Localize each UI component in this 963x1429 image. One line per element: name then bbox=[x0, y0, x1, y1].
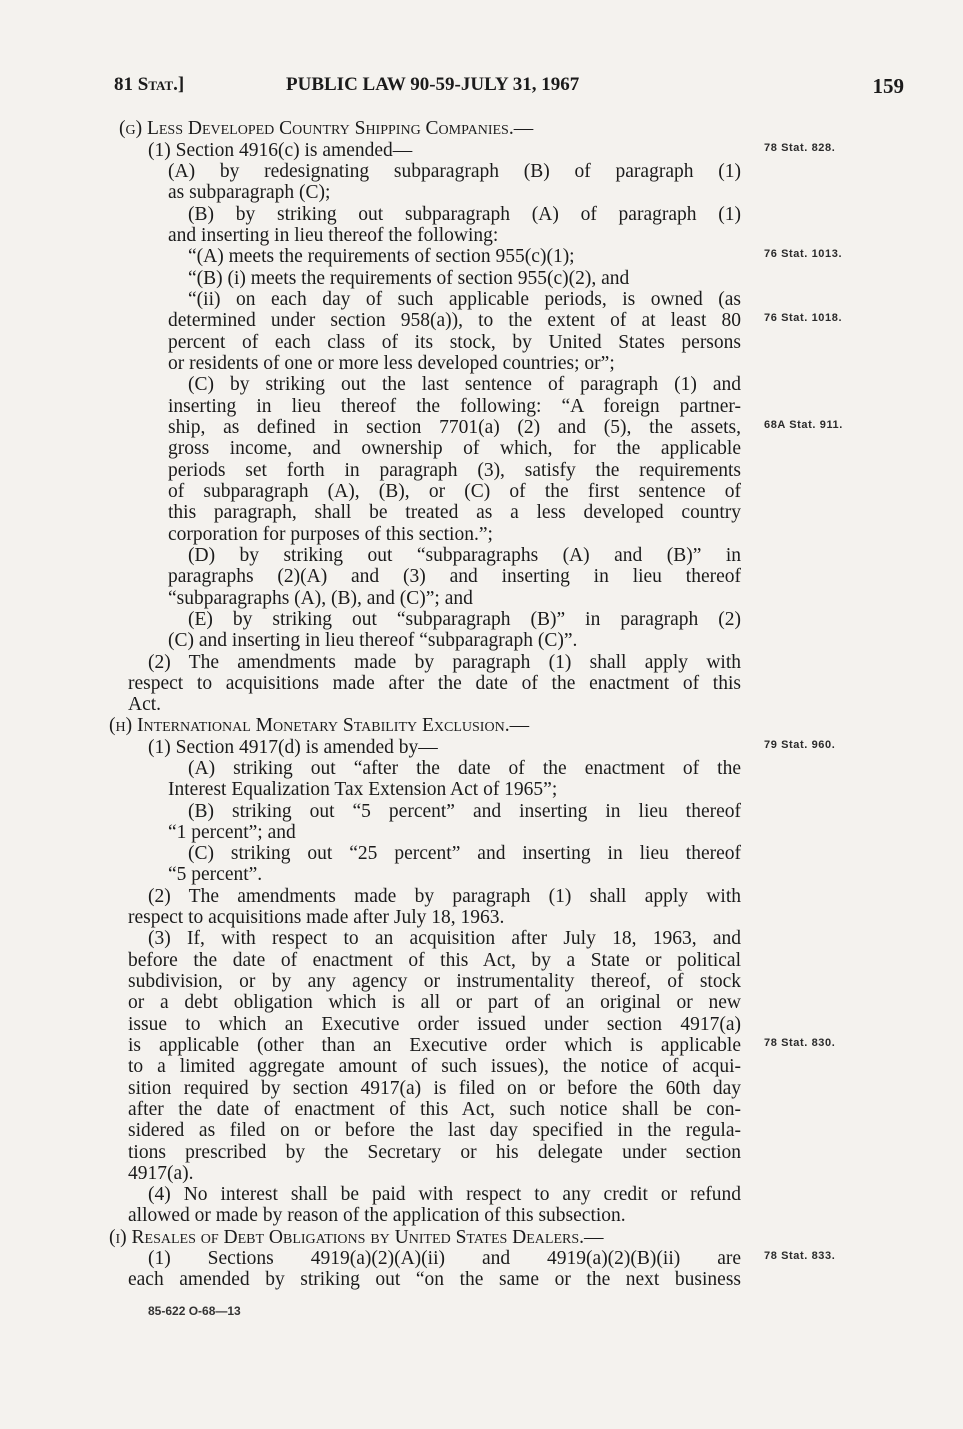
margin-citation: 79 Stat. 960. bbox=[764, 739, 836, 751]
text-line: or a debt obligation which is all or part of an original or new bbox=[128, 992, 741, 1013]
subsection-heading-g: (g) Less Developed Country Shipping Companies.— bbox=[119, 118, 534, 139]
text-line: (2) The amendments made by paragraph (1) shall apply with bbox=[148, 886, 741, 907]
text-line: sidered as filed on or before the last day specified in the regula- bbox=[128, 1120, 741, 1141]
text-line: Interest Equalization Tax Extension Act of 1965”; bbox=[168, 779, 558, 800]
text-line: (2) The amendments made by paragraph (1) shall apply with bbox=[148, 652, 741, 673]
text-line: is applicable (other than an Executive order which is applicable bbox=[128, 1035, 741, 1056]
text-line: gross income, and ownership of which, for the applicable bbox=[168, 438, 741, 459]
text-line: (A) striking out “after the date of the enactment of the bbox=[188, 758, 741, 779]
text-line: 4917(a). bbox=[128, 1163, 194, 1184]
text-line: “(ii) on each day of such applicable periods, is owned (as bbox=[188, 289, 741, 310]
text-line: “subparagraphs (A), (B), and (C)”; and bbox=[168, 588, 473, 609]
text-line: paragraphs (2)(A) and (3) and inserting in lieu thereof bbox=[168, 566, 741, 587]
text-line: (B) striking out “5 percent” and inserting in lieu thereof bbox=[188, 801, 741, 822]
footer-printing-code: 85-622 O-68—13 bbox=[148, 1304, 241, 1318]
text-line: (C) and inserting in lieu thereof “subparagraph (C)”. bbox=[168, 630, 578, 651]
text-line: each amended by striking out “on the same or the next business bbox=[128, 1269, 741, 1290]
text-line: inserting in lieu thereof the following: “A foreign partner- bbox=[168, 396, 741, 417]
text-line: respect to acquisitions made after the date of the enactment of this bbox=[128, 673, 741, 694]
text-line: subdivision, or by any agency or instrumentality thereof, of stock bbox=[128, 971, 741, 992]
text-line: “(B) (i) meets the requirements of section 955(c)(2), and bbox=[188, 268, 630, 289]
text-line: after the date of enactment of this Act, such notice shall be con- bbox=[128, 1099, 741, 1120]
text-line: respect to acquisitions made after July 18, 1963. bbox=[128, 907, 505, 928]
text-line: sition required by section 4917(a) is filed on or before the 60th day bbox=[128, 1078, 741, 1099]
text-line: of subparagraph (A), (B), or (C) of the first sentence of bbox=[168, 481, 741, 502]
text-line: determined under section 958(a)), to the extent of at least 80 bbox=[168, 310, 741, 331]
subsection-heading-h: (h) International Monetary Stability Exclusion.— bbox=[109, 715, 530, 736]
text-line: “1 percent”; and bbox=[168, 822, 296, 843]
text-line: periods set forth in paragraph (3), satisfy the requirements bbox=[168, 460, 741, 481]
margin-citation: 76 Stat. 1013. bbox=[764, 248, 843, 260]
text-line: tions prescribed by the Secretary or his delegate under section bbox=[128, 1142, 741, 1163]
margin-citation: 78 Stat. 833. bbox=[764, 1250, 836, 1262]
margin-citation: 78 Stat. 828. bbox=[764, 142, 836, 154]
header-title: PUBLIC LAW 90-59-JULY 31, 1967 bbox=[286, 74, 580, 95]
text-line: ship, as defined in section 7701(a) (2) and (5), the assets, bbox=[168, 417, 741, 438]
text-line: this paragraph, shall be treated as a less developed country bbox=[168, 502, 741, 523]
text-line: to a limited aggregate amount of such issues), the notice of acqui- bbox=[128, 1056, 741, 1077]
margin-citation: 76 Stat. 1018. bbox=[764, 312, 843, 324]
text-line: (3) If, with respect to an acquisition after July 18, 1963, and bbox=[148, 928, 741, 949]
text-line: as subparagraph (C); bbox=[168, 182, 331, 203]
text-line: allowed or made by reason of the application of this subsection. bbox=[128, 1205, 626, 1226]
subsection-heading-i: (i) Resales of Debt Obligations by United States Dealers.— bbox=[109, 1227, 604, 1248]
text-line: and inserting in lieu thereof the following: bbox=[168, 225, 499, 246]
text-line: or residents of one or more less developed countries; or”; bbox=[168, 353, 615, 374]
text-line: “(A) meets the requirements of section 955(c)(1); bbox=[188, 246, 575, 267]
text-line: (D) by striking out “subparagraphs (A) and (B)” in bbox=[188, 545, 741, 566]
text-line: (B) by striking out subparagraph (A) of paragraph (1) bbox=[188, 204, 741, 225]
margin-citation: 78 Stat. 830. bbox=[764, 1037, 836, 1049]
text-line: (C) striking out “25 percent” and inserting in lieu thereof bbox=[188, 843, 741, 864]
text-line: (1) Sections 4919(a)(2)(A)(ii) and 4919(a)(2)(B)(ii) are bbox=[148, 1248, 741, 1269]
header-volume: 81 Stat.] bbox=[114, 74, 185, 95]
text-line: Act. bbox=[128, 694, 162, 715]
text-line: corporation for purposes of this section.”; bbox=[168, 524, 493, 545]
text-line: (C) by striking out the last sentence of paragraph (1) and bbox=[188, 374, 741, 395]
text-line: (4) No interest shall be paid with respect to any credit or refund bbox=[148, 1184, 741, 1205]
text-line: percent of each class of its stock, by United States persons bbox=[168, 332, 741, 353]
text-line: “5 percent”. bbox=[168, 864, 263, 885]
running-header bbox=[114, 74, 904, 100]
text-line: (1) Section 4917(d) is amended by— bbox=[148, 737, 438, 758]
text-line: (1) Section 4916(c) is amended— bbox=[148, 140, 413, 161]
text-line: (A) by redesignating subparagraph (B) of paragraph (1) bbox=[168, 161, 741, 182]
text-line: (E) by striking out “subparagraph (B)” in paragraph (2) bbox=[188, 609, 741, 630]
page-number: 159 bbox=[872, 74, 904, 98]
text-line: before the date of enactment of this Act, by a State or political bbox=[128, 950, 741, 971]
margin-citation: 68A Stat. 911. bbox=[764, 419, 843, 431]
text-line: issue to which an Executive order issued under section 4917(a) bbox=[128, 1014, 741, 1035]
